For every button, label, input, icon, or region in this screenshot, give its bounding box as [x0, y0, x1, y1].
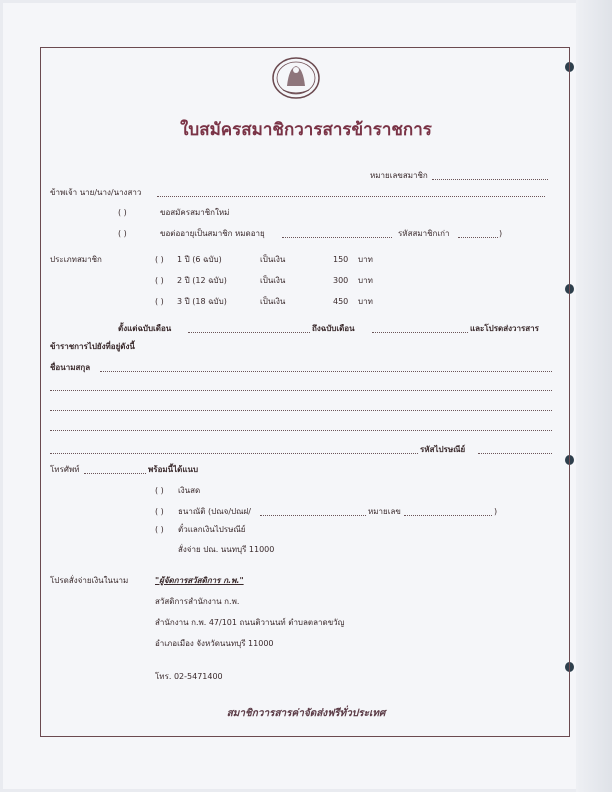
cash-label: เงินสด	[178, 486, 201, 495]
attach-label: พร้อมนี้ได้แนบ	[148, 465, 199, 474]
start-month-field[interactable]	[188, 332, 310, 333]
mail-to-label: ข้าราชการไปยังที่อยู่ดังนี้	[50, 342, 135, 351]
paren-close: )	[494, 507, 498, 516]
postal-order-checkbox[interactable]: ( )	[155, 525, 164, 534]
plan-3-checkbox[interactable]: ( )	[155, 297, 164, 306]
end-label: ถึงฉบับเดือน	[312, 324, 355, 333]
plan-2-unit: บาท	[358, 276, 373, 285]
phone-label: โทรศัพท์	[50, 465, 80, 474]
plan-1-word: เป็นเงิน	[260, 255, 286, 264]
name-label: ชื่อนามสกุล	[50, 363, 91, 372]
send-label: และโปรดส่งวารสาร	[470, 324, 539, 333]
address-line-field[interactable]	[50, 390, 552, 391]
applicant-label: ข้าพเจ้า นาย/นาง/นางสาว	[50, 188, 142, 197]
postcode-label: รหัสไปรษณีย์	[420, 445, 466, 454]
plan-3-term: 3 ปี (18 ฉบับ)	[177, 297, 227, 306]
expiry-field[interactable]	[282, 237, 392, 238]
member-type-label: ประเภทสมาชิก	[50, 255, 102, 264]
phone-field[interactable]	[84, 473, 146, 474]
new-member-label: ขอสมัครสมาชิกใหม่	[160, 208, 230, 217]
paren-close: )	[499, 229, 503, 238]
cheque-label: ธนาณัติ (ปณจ/ปณฝ/	[178, 507, 251, 516]
plan-1-term: 1 ปี (6 ฉบับ)	[177, 255, 222, 264]
footer-note: สมาชิกวารสารค่าจัดส่งฟรีทั่วประเทศ	[226, 708, 386, 719]
cheque-branch-field[interactable]	[260, 515, 366, 516]
address-line-3: อำเภอเมือง จังหวัดนนทบุรี 11000	[155, 639, 274, 648]
address-line-1: สวัสดิการสำนักงาน ก.พ.	[155, 597, 240, 606]
plan-2-price: 300	[333, 276, 349, 285]
plan-2-word: เป็นเงิน	[260, 276, 286, 285]
cheque-no-field[interactable]	[404, 515, 492, 516]
old-code-label: รหัสสมาชิกเก่า	[398, 229, 450, 238]
cheque-no-label: หมายเลข	[368, 507, 401, 516]
member-no-label: หมายเลขสมาชิก	[370, 171, 428, 180]
new-member-checkbox[interactable]: ( )	[118, 208, 127, 217]
plan-1-price: 150	[333, 255, 349, 264]
address-line-field[interactable]	[50, 410, 552, 411]
plan-2-checkbox[interactable]: ( )	[155, 276, 164, 285]
address-line-2: สำนักงาน ก.พ. 47/101 ถนนติวานนท์ ตำบลตลาดขวัญ	[155, 618, 345, 627]
payable-at: สั่งจ่าย ปณ. นนทบุรี 11000	[178, 545, 275, 554]
form-title: ใบสมัครสมาชิกวารสารข้าราชการ	[180, 120, 432, 140]
plan-1-unit: บาท	[358, 255, 373, 264]
renew-checkbox[interactable]: ( )	[118, 229, 127, 238]
plan-3-unit: บาท	[358, 297, 373, 306]
plan-1-checkbox[interactable]: ( )	[155, 255, 164, 264]
postal-order-label: ตั๋วแลกเงินไปรษณีย์	[178, 525, 246, 534]
contact-phone: โทร. 02-5471400	[155, 672, 223, 681]
cash-checkbox[interactable]: ( )	[155, 486, 164, 495]
plan-3-price: 450	[333, 297, 349, 306]
postcode-field[interactable]	[478, 453, 552, 454]
payee-label: โปรดสั่งจ่ายเงินในนาม	[50, 576, 129, 585]
form-frame	[40, 47, 570, 737]
member-no-field[interactable]	[432, 179, 548, 180]
renew-label: ขอต่ออายุเป็นสมาชิก หมดอายุ	[160, 229, 265, 238]
payee-name: "ผู้จัดการสวัสดิการ ก.พ."	[155, 576, 244, 585]
address-line-field[interactable]	[50, 430, 552, 431]
applicant-name-field[interactable]	[157, 196, 545, 197]
start-label: ตั้งแต่ฉบับเดือน	[118, 324, 172, 333]
name-field[interactable]	[100, 371, 552, 372]
emblem-seal-icon	[271, 56, 321, 101]
end-month-field[interactable]	[372, 332, 468, 333]
cheque-checkbox[interactable]: ( )	[155, 507, 164, 516]
plan-3-word: เป็นเงิน	[260, 297, 286, 306]
old-code-field[interactable]	[458, 237, 498, 238]
address-line-field[interactable]	[50, 453, 418, 454]
plan-2-term: 2 ปี (12 ฉบับ)	[177, 276, 227, 285]
